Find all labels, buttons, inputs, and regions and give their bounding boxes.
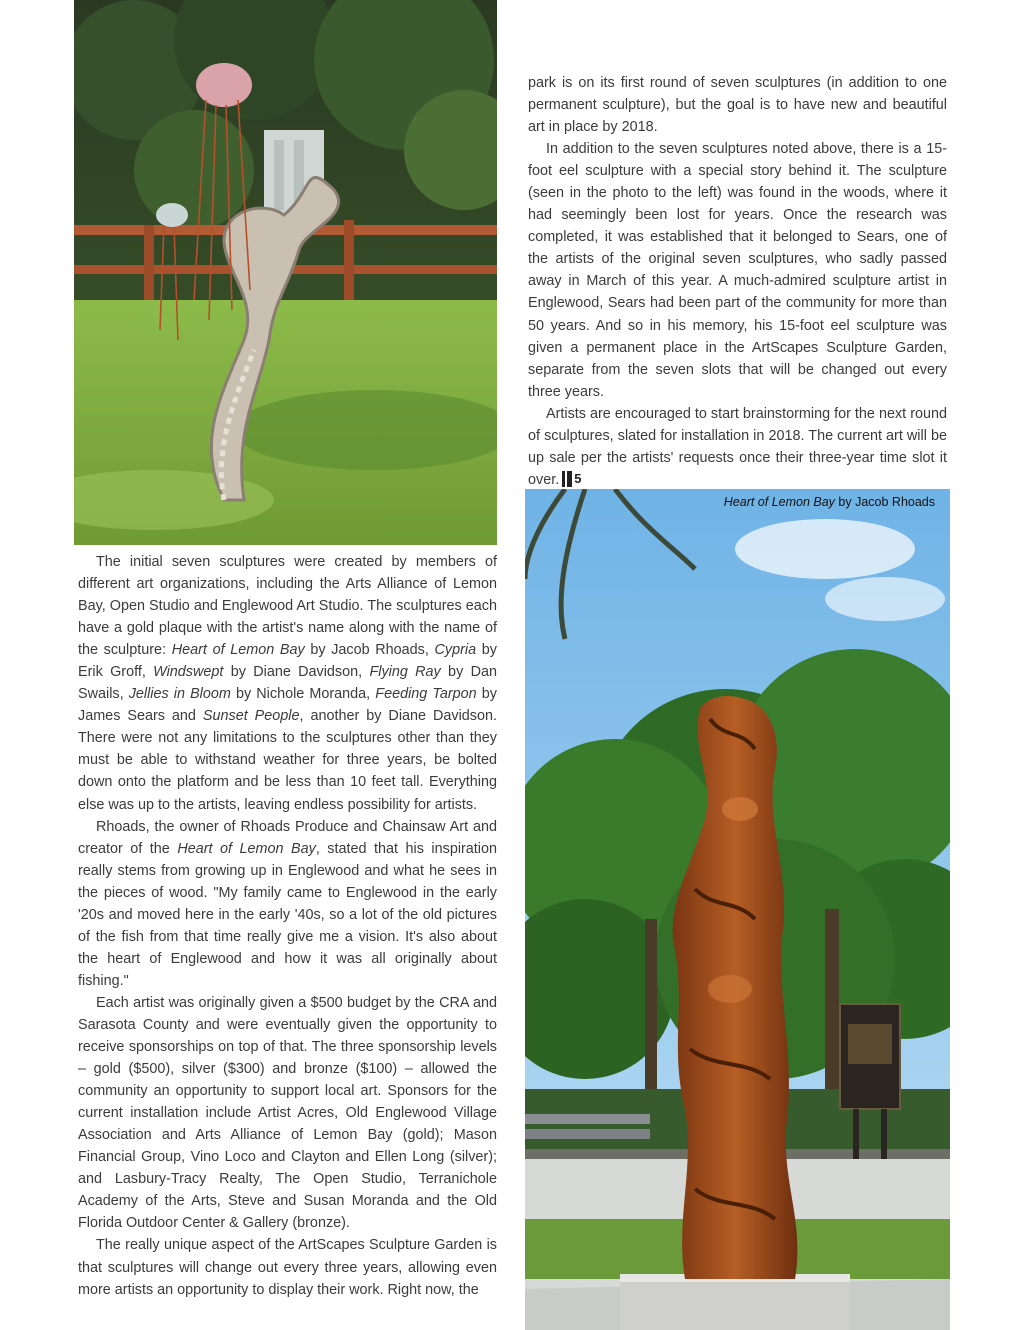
heart-of-lemon-bay-photo [525,489,950,1330]
text-run: The initial seven sculptures were created by members of different art organizations, including the Arts Alliance of Lemon Bay, Open Studio and Englewood Art Studio. The sculptures each have a gold plaque with the artist's name along with the name of the sculpture: [78,554,497,659]
article-paragraph: park is on its first round of seven sculptures (in addition to one permanent sculpture), but the goal is to have new and beautiful art in place by 2018. [528,75,947,136]
eel-sculpture-photo [74,0,497,545]
article-paragraph [528,403,947,491]
text-run: , stated that his inspiration really stems from growing up in Englewood and what he sees in the pieces of wood. "My family came to Englewood in the early '20s and moved here in the early '40s, so a lot of the old pictures of the fish from that time really give me a vision. It's also about the heart of Englewood and how it was all originally about fishing." [78,840,498,989]
sculpture-title: Flying Ray [369,664,441,681]
text-run: Rhoads, the owner of Rhoads Produce and Chainsaw Art and creator of the [78,818,497,857]
article-paragraph: Each artist was originally given a $500 budget by the CRA and Sarasota County and were eventually given the opportunity to receive sponsorships on top of that. The three sponsorship levels – gold ($500), silver ($300) and bronze ($100) – allowed the community an opportunity to support local art. Sponsors for the current installation include Artist Acres, Old Englewood Village Association and Arts Alliance of Lemon Bay (gold); Mason Financial Group, Vino Loco and Clayton and Ellen Long (silver); and Lasbury-Tracy Realty, The Open Studio, Terranichole Academy of the Arts, Steve and Susan Moranda and the Old Florida Outdoor Center & Gallery (bronze). [78,994,497,1232]
article-paragraph [78,551,497,816]
article-paragraph [78,816,497,992]
text-run: , another by Diane Davidson. There were not any limitations to the sculptures other than they must be able to withstand weather for three years, be bolted down onto the platform and be less than 10 feet tall. Everything else was up to the artists, leaving endless possibility for artists. [78,708,497,813]
sculpture-title: Heart of Lemon Bay [171,642,305,659]
sculpture-title: Feeding Tarpon [375,686,477,703]
text-run: by Erik Groff, [78,642,497,681]
sculpture-title: Windswept [153,664,224,681]
text-run: by James Sears and [78,686,497,725]
end-of-article-icon [562,471,586,487]
sculpture-title: Cypria [434,642,477,659]
sculpture-title: Heart of Lemon Bay [177,840,316,857]
sculpture-title: Jellies in Bloom [128,686,231,703]
caption-sculpture-title: Heart of Lemon Bay [723,495,835,509]
eel-sculpture-image [74,0,497,545]
text-run: by Nichole Moranda, [230,686,376,703]
sculpture-title: Sunset People [202,708,300,725]
article-paragraph: In addition to the seven sculptures noted above, there is a 15-foot eel sculpture with a special story behind it. The sculpture (seen in the photo to the left) was found in the woods, where it had seemingly been lost for years. Once the research was completed, it was established that it belonged to Sears, one of the artists of the original seven sculptures, who sadly passed away in March of this year. A much-admired sculpture artist in Englewood, Sears had been part of the community for more than 50 years. And so in his memory, his 15-foot eel sculpture was given a permanent place in the ArtScapes Sculpture Garden, separate from the seven slots that will be changed out every three years. [528,141,947,400]
heart-of-lemon-bay-image [525,489,950,1330]
article-paragraph: The really unique aspect of the ArtScapes Sculpture Garden is that sculptures will change out every three years, allowing even more artists an opportunity to display their work. Right now, the [78,1237,497,1298]
left-article-column [78,551,497,1301]
end-mark-number: 5 [574,470,582,486]
right-article-column [528,72,947,491]
text-run: by Diane Davidson, [223,664,370,681]
text-run: by Dan Swails, [78,664,497,703]
text-run: by Jacob Rhoads, [304,642,435,659]
article-paragraph-text: Artists are encouraged to start brainstorming for the next round of sculptures, slated for installation in 2018. The current art will be up sale per the artists' requests once their three-year time slot it over. [528,405,947,488]
caption-artist: by Jacob Rhoads [834,495,935,509]
photo-caption [724,495,935,509]
